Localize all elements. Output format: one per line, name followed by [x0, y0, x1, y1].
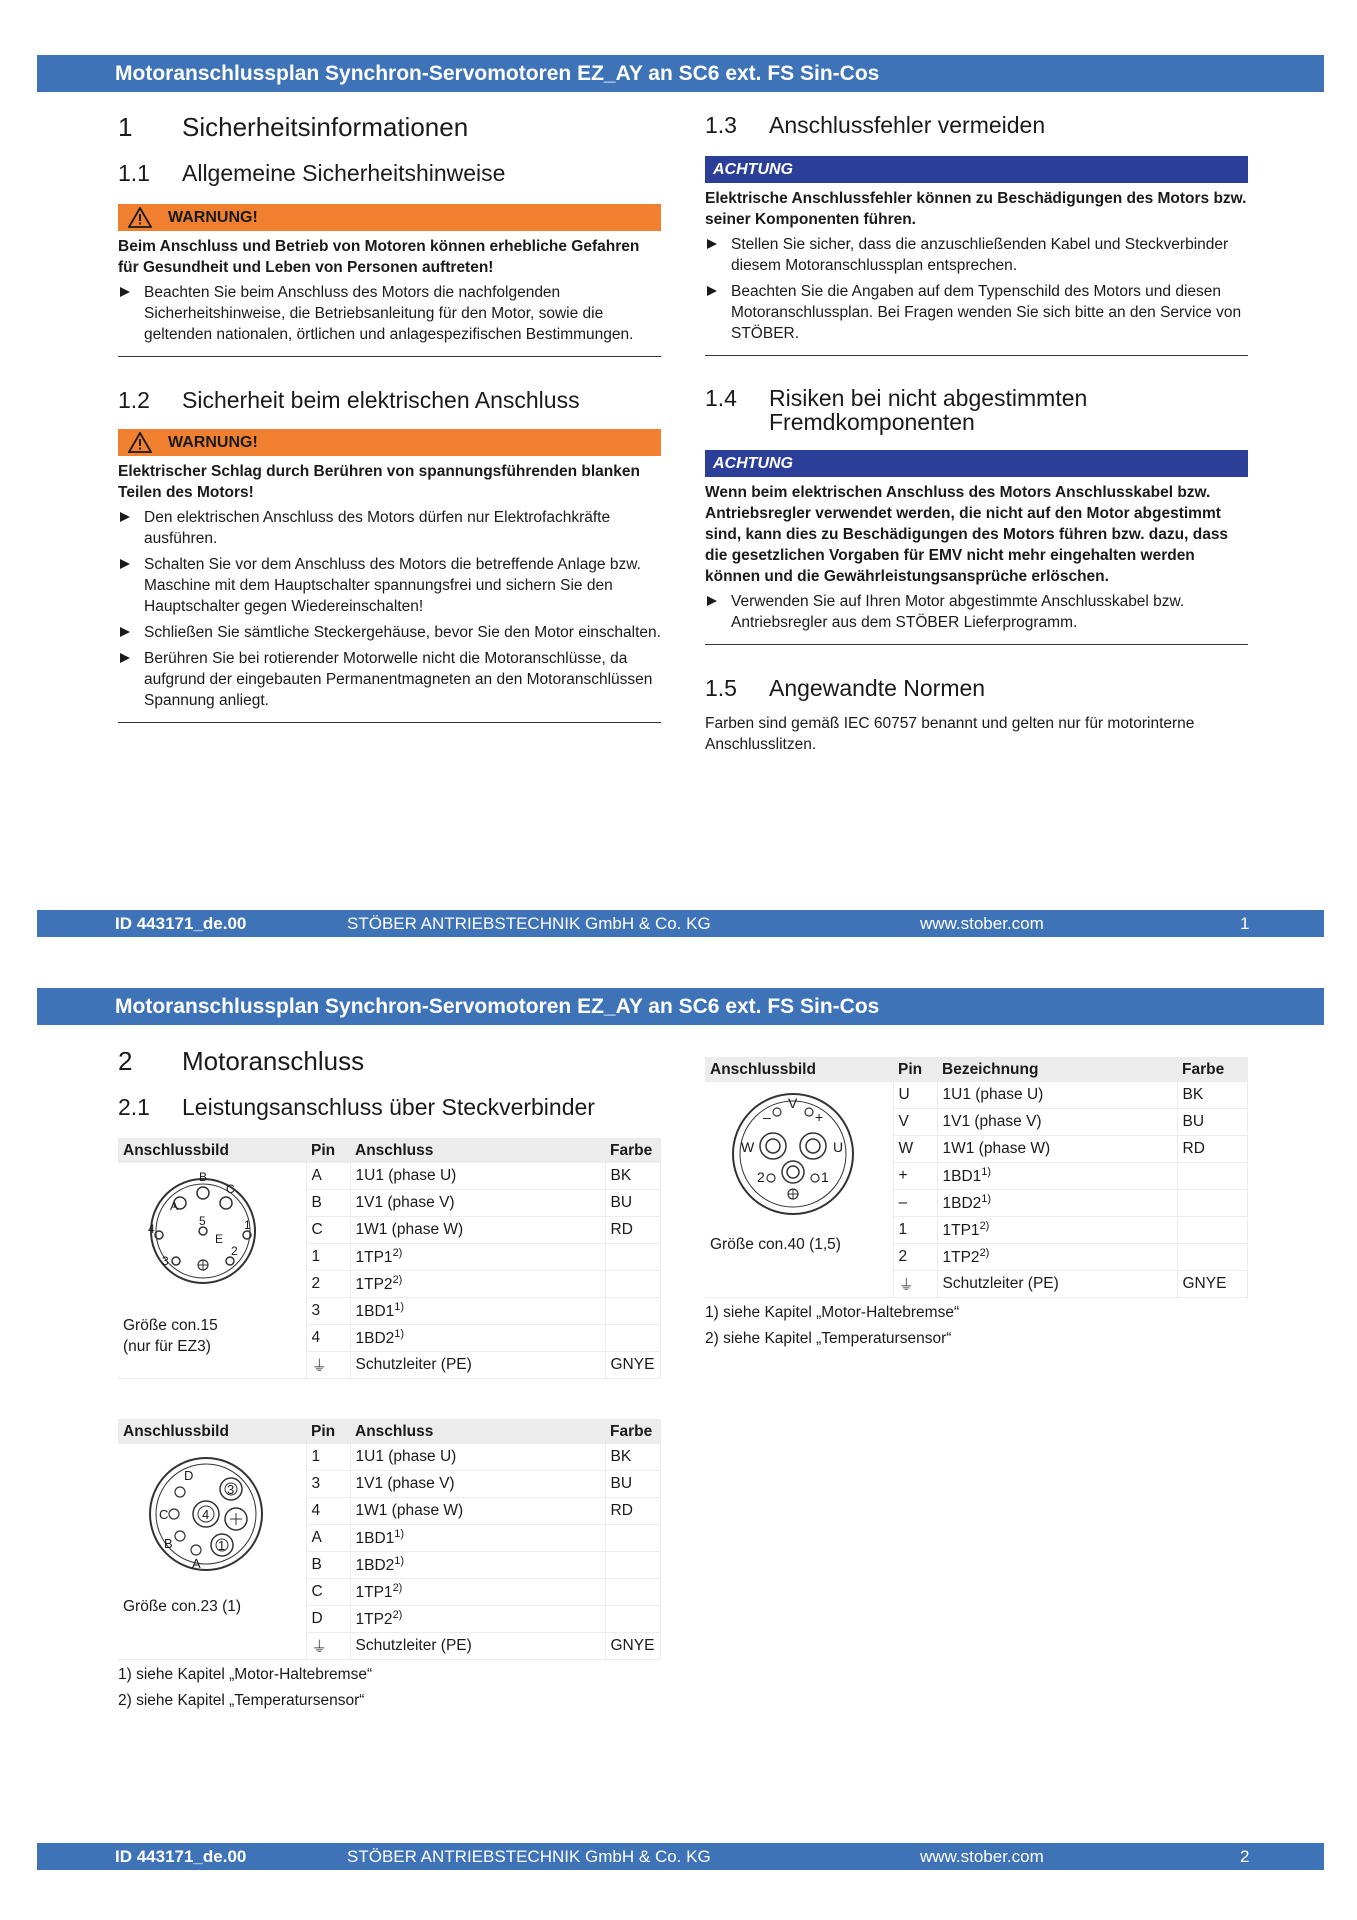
section-1-2-heading: [118, 387, 661, 413]
connection-name: 1W1 (phase W): [355, 1502, 464, 1519]
section-number: 1.4: [705, 385, 737, 411]
pin-label: 1: [244, 1218, 251, 1232]
pin-label: D: [184, 1468, 194, 1483]
color-cell: [605, 1298, 661, 1325]
connection-name: Schutzleiter (PE): [355, 1356, 472, 1373]
footnote-ref: 2): [392, 1608, 403, 1621]
table-header-row: [118, 1138, 661, 1163]
warning-banner: [118, 204, 661, 231]
page-number: 1: [1240, 914, 1250, 933]
norms-text: Farben sind gemäß IEC 60757 benannt und gelten nur für motorinterne Anschlusslitzen.: [705, 715, 1195, 753]
description-name: 1BD1: [942, 1168, 982, 1186]
document-id: ID 443171_de.00: [115, 914, 247, 933]
description-name: 1TP1: [942, 1222, 980, 1240]
connection-name: 1BD1: [355, 1530, 395, 1548]
pin-label: 2: [757, 1169, 765, 1185]
pin-label: B: [199, 1170, 208, 1184]
color-cell: RD: [1177, 1136, 1248, 1163]
pin-cell: U: [893, 1082, 937, 1109]
page1-footer: [37, 910, 1324, 937]
description-name: 1TP2: [942, 1249, 980, 1267]
connector-picture-cell: [118, 1163, 306, 1379]
warning-block-1-1: [118, 236, 661, 357]
connection-cell: [350, 1352, 605, 1379]
connector-size-label: Größe con.23 (1): [123, 1598, 242, 1615]
pin-cell: 4: [306, 1498, 350, 1525]
section-1-heading: [118, 112, 661, 142]
color-cell: [1177, 1217, 1248, 1244]
color-cell: BU: [605, 1471, 661, 1498]
connection-cell: [350, 1217, 605, 1244]
page1-header: [37, 55, 1324, 92]
list-item: Beachten Sie die Angaben auf dem Typenschild des Motors und diesen Motoranschlussplan. Bei Fragen wenden Sie sich bitte an den Service von STÖBER.: [705, 281, 1248, 344]
ground-symbol-icon: ⏚: [306, 1633, 350, 1660]
section-2-1-heading: [118, 1094, 678, 1120]
achtung-bold-text: Elektrische Anschlussfehler können zu Beschädigungen des Motors bzw. seiner Komponenten führen.: [705, 190, 1247, 228]
footnotes: [705, 1300, 1248, 1352]
header-title: Motoranschlussplan Synchron-Servomotoren EZ_AY an SC6 ext. FS Sin-Cos: [115, 62, 880, 85]
page1-right-column: [705, 112, 1248, 755]
connection-name: 1V1 (phase V): [355, 1475, 455, 1492]
color-cell: RD: [605, 1498, 661, 1525]
section-1-4-heading: [705, 386, 1248, 434]
list-item: Den elektrischen Anschluss des Motors dürfen nur Elektrofachkräfte ausführen.: [118, 507, 661, 549]
company-name: STÖBER ANTRIEBSTECHNIK GmbH & Co. KG: [347, 914, 711, 933]
connection-name: 1U1 (phase U): [355, 1448, 457, 1465]
warning-triangle-icon: [128, 432, 152, 453]
list-item: Verwenden Sie auf Ihren Motor abgestimmte Anschlusskabel bzw. Antriebsregler aus dem STÖBER Lieferprogramm.: [705, 591, 1248, 633]
ground-symbol-icon: ⏚: [306, 1352, 350, 1379]
pin-table-con15: [118, 1138, 661, 1379]
footnote-ref: 1): [394, 1327, 405, 1340]
col-header-connection: Anschluss: [350, 1138, 605, 1163]
pin-cell: A: [306, 1163, 350, 1190]
pin-cell: B: [306, 1190, 350, 1217]
bullet-list: [118, 507, 661, 711]
page2-left-column: [118, 1046, 678, 1714]
connection-name: 1BD2: [355, 1557, 395, 1575]
color-cell: [605, 1525, 661, 1552]
pin-table-con23: [118, 1419, 661, 1660]
pin-cell: 1: [893, 1217, 937, 1244]
section-title: Leistungsanschluss über Steckverbinder: [182, 1094, 595, 1120]
achtung-banner: ACHTUNG: [705, 450, 1248, 477]
connection-name: 1TP2: [355, 1611, 393, 1629]
table-row: [705, 1082, 1248, 1109]
pin-cell: D: [306, 1606, 350, 1633]
pin-label: U: [833, 1139, 844, 1155]
connection-cell: [350, 1325, 605, 1352]
footnote-ref: 2): [392, 1246, 403, 1259]
color-cell: [605, 1579, 661, 1606]
list-item: Beachten Sie beim Anschluss des Motors die nachfolgenden Sicherheitshinweise, die Betriebsanleitung für den Motor, sowie die geltenden nationalen, örtlichen und anlagespezifischen Bestimmungen.: [118, 282, 661, 345]
pin-cell: W: [893, 1136, 937, 1163]
color-cell: [1177, 1244, 1248, 1271]
connector-con40-diagram: [705, 1082, 883, 1232]
connection-cell: [350, 1444, 605, 1471]
table-row: [118, 1163, 661, 1190]
table-header-row: [705, 1057, 1248, 1082]
section-title: Sicherheitsinformationen: [182, 112, 469, 142]
section-1-5-heading: [705, 675, 1248, 701]
connection-cell: [350, 1244, 605, 1271]
page1-left-column: [118, 112, 661, 723]
pin-cell: +: [893, 1163, 937, 1190]
connection-name: 1TP2: [355, 1276, 393, 1294]
footnote-ref: 2): [979, 1219, 990, 1232]
pin-cell: 3: [306, 1298, 350, 1325]
footnote-ref: 1): [394, 1300, 405, 1313]
pin-cell: –: [893, 1190, 937, 1217]
pin-table-con40: [705, 1057, 1248, 1298]
color-cell: BK: [605, 1444, 661, 1471]
footnote-ref: 1): [394, 1527, 405, 1540]
section-number: 1.3: [705, 112, 737, 138]
connection-cell: [350, 1525, 605, 1552]
page2-footer: [37, 1843, 1324, 1870]
pin-label: 5: [199, 1214, 206, 1228]
header-title: Motoranschlussplan Synchron-Servomotoren EZ_AY an SC6 ext. FS Sin-Cos: [115, 995, 880, 1018]
connection-name: 1U1 (phase U): [355, 1167, 457, 1184]
pin-label: V: [788, 1095, 798, 1111]
description-cell: [937, 1136, 1177, 1163]
col-header-color: Farbe: [605, 1138, 661, 1163]
section-number: 2.1: [118, 1094, 150, 1120]
color-cell: BU: [605, 1190, 661, 1217]
pin-cell: 4: [306, 1325, 350, 1352]
connector-note: (nur für EZ3): [123, 1338, 211, 1355]
connection-name: 1BD2: [355, 1330, 395, 1348]
connection-cell: [350, 1271, 605, 1298]
description-cell: [937, 1190, 1177, 1217]
pin-label: 4: [148, 1222, 155, 1236]
section-title: Anschlussfehler vermeiden: [769, 112, 1046, 138]
section-number: 1: [118, 112, 133, 142]
description-cell: [937, 1217, 1177, 1244]
page2-header: [37, 988, 1324, 1025]
description-name: 1V1 (phase V): [942, 1113, 1042, 1130]
description-cell: [937, 1163, 1177, 1190]
description-name: 1BD2: [942, 1195, 982, 1213]
section-title: Angewandte Normen: [769, 675, 986, 701]
col-header-pin: Pin: [893, 1057, 937, 1082]
list-item: Stellen Sie sicher, dass die anzuschließenden Kabel und Steckverbinder diesem Motoranschlussplan entsprechen.: [705, 234, 1248, 276]
connection-name: 1TP1: [355, 1584, 393, 1602]
table-row: [118, 1444, 661, 1471]
achtung-bold-text: Wenn beim elektrischen Anschluss des Motors Anschlusskabel bzw. Antriebsregler verwendet werden, die nicht auf den Motor abgestimmt sind, kann dies zu Beschädigungen des Motors führen bzw. dazu, dass die gesetzlichen Vorgaben für EMV nicht mehr eingehalten werden können und die Gewährleistungsansprüche erlöschen.: [705, 484, 1229, 585]
pin-cell: 1: [306, 1444, 350, 1471]
section-title: Sicherheit beim elektrischen Anschluss: [182, 387, 580, 413]
col-header-description: Bezeichnung: [937, 1057, 1177, 1082]
col-header-connection: Anschluss: [350, 1419, 605, 1444]
pin-label: A: [192, 1556, 201, 1571]
footnote-2: 2) siehe Kapitel „Temperatursensor“: [118, 1692, 365, 1709]
list-item: Berühren Sie bei rotierender Motorwelle nicht die Motoranschlüsse, da aufgrund der eingebauten Permanentmagneten an den Motoranschlüssen Spannung anliegt.: [118, 648, 661, 711]
col-header-picture: Anschlussbild: [118, 1138, 306, 1163]
connection-name: Schutzleiter (PE): [355, 1637, 472, 1654]
col-header-picture: Anschlussbild: [705, 1057, 893, 1082]
warning-label: WARNUNG!: [168, 434, 258, 451]
table-header-row: [118, 1419, 661, 1444]
pin-cell: 2: [893, 1244, 937, 1271]
color-cell: RD: [605, 1217, 661, 1244]
footnote-ref: 2): [392, 1273, 403, 1286]
bullet-list: [705, 234, 1248, 344]
connection-name: 1V1 (phase V): [355, 1194, 455, 1211]
document-id: ID 443171_de.00: [115, 1847, 247, 1866]
section-number: 1.2: [118, 387, 150, 413]
achtung-block-1-3: [705, 188, 1248, 356]
footnotes: [118, 1662, 678, 1714]
warning-block-1-2: [118, 461, 661, 723]
footnote-2: 2) siehe Kapitel „Temperatursensor“: [705, 1330, 952, 1347]
pin-label: C: [226, 1182, 235, 1196]
color-cell: GNYE: [605, 1352, 661, 1379]
pin-label: W: [741, 1139, 755, 1155]
section-2-heading: [118, 1046, 678, 1076]
page2-right-column: [705, 1057, 1248, 1352]
color-cell: [605, 1606, 661, 1633]
description-name: Schutzleiter (PE): [942, 1275, 1059, 1292]
footnote-1: 1) siehe Kapitel „Motor-Haltebremse“: [118, 1666, 373, 1683]
col-header-color: Farbe: [1177, 1057, 1248, 1082]
pin-label: B: [164, 1536, 173, 1551]
pin-cell: 3: [306, 1471, 350, 1498]
section-number: 1.1: [118, 160, 150, 186]
warning-banner: [118, 429, 661, 456]
section-title: Motoranschluss: [182, 1046, 365, 1076]
warning-bold-text: Beim Anschluss und Betrieb von Motoren können erhebliche Gefahren für Gesundheit und Leben von Personen auftreten!: [118, 238, 640, 276]
col-header-color: Farbe: [605, 1419, 661, 1444]
color-cell: GNYE: [1177, 1271, 1248, 1298]
connection-cell: [350, 1163, 605, 1190]
warning-bold-text: Elektrischer Schlag durch Berühren von spannungsführenden blanken Teilen des Motors!: [118, 463, 640, 501]
pin-label: +: [815, 1109, 824, 1125]
pin-cell: B: [306, 1552, 350, 1579]
color-cell: BK: [1177, 1082, 1248, 1109]
col-header-pin: Pin: [306, 1419, 350, 1444]
pin-label: 4: [202, 1507, 210, 1522]
color-cell: [605, 1244, 661, 1271]
pin-label: –: [763, 1109, 771, 1125]
pin-label: E: [215, 1232, 224, 1246]
pin-label: C: [159, 1507, 169, 1522]
footnote-ref: 1): [981, 1165, 992, 1178]
connection-cell: [350, 1579, 605, 1606]
connector-size-label: Größe con.15: [123, 1317, 218, 1334]
connection-cell: [350, 1298, 605, 1325]
pin-cell: 1: [306, 1244, 350, 1271]
website-link[interactable]: www.stober.com: [920, 914, 1044, 933]
col-header-picture: Anschlussbild: [118, 1419, 306, 1444]
connector-con23-diagram: [118, 1444, 296, 1594]
color-cell: BK: [605, 1163, 661, 1190]
pin-label: 1: [821, 1169, 829, 1185]
color-cell: [1177, 1163, 1248, 1190]
pin-label: 1: [218, 1538, 226, 1553]
connection-name: 1BD1: [355, 1303, 395, 1321]
connection-cell: [350, 1190, 605, 1217]
achtung-banner: ACHTUNG: [705, 156, 1248, 183]
connector-picture-cell: [118, 1444, 306, 1660]
section-title-line1: Risiken bei nicht abgestimmten: [769, 385, 1088, 411]
section-title-line2: Fremdkomponenten: [769, 409, 975, 435]
connection-cell: [350, 1552, 605, 1579]
footnote-1: 1) siehe Kapitel „Motor-Haltebremse“: [705, 1304, 960, 1321]
section-title: Allgemeine Sicherheitshinweise: [182, 160, 506, 186]
pin-label: 2: [231, 1244, 238, 1258]
connection-cell: [350, 1633, 605, 1660]
list-item: Schließen Sie sämtliche Steckergehäuse, bevor Sie den Motor einschalten.: [118, 622, 661, 643]
connector-con15-diagram: [118, 1163, 296, 1313]
connection-cell: [350, 1606, 605, 1633]
footnote-ref: 2): [979, 1246, 990, 1259]
color-cell: [605, 1271, 661, 1298]
page-number: 2: [1240, 1847, 1250, 1866]
description-cell: [937, 1109, 1177, 1136]
pin-label: A: [170, 1199, 179, 1213]
connection-name: 1W1 (phase W): [355, 1221, 464, 1238]
color-cell: BU: [1177, 1109, 1248, 1136]
pin-label: 3: [162, 1254, 169, 1268]
connection-name: 1TP1: [355, 1249, 393, 1267]
connector-size-label: Größe con.40 (1,5): [710, 1236, 841, 1253]
website-link[interactable]: www.stober.com: [920, 1847, 1044, 1866]
ground-symbol-icon: ⏚: [893, 1271, 937, 1298]
section-1-1-heading: [118, 160, 661, 186]
col-header-pin: Pin: [306, 1138, 350, 1163]
footnote-ref: 1): [394, 1554, 405, 1567]
warning-label: WARNUNG!: [168, 209, 258, 226]
pin-cell: 2: [306, 1271, 350, 1298]
pin-cell: C: [306, 1217, 350, 1244]
color-cell: [605, 1552, 661, 1579]
section-number: 2: [118, 1046, 133, 1076]
footnote-ref: 1): [981, 1192, 992, 1205]
pin-cell: A: [306, 1525, 350, 1552]
company-name: STÖBER ANTRIEBSTECHNIK GmbH & Co. KG: [347, 1847, 711, 1866]
description-name: 1U1 (phase U): [942, 1086, 1044, 1103]
footnote-ref: 2): [392, 1581, 403, 1594]
color-cell: GNYE: [605, 1633, 661, 1660]
description-cell: [937, 1082, 1177, 1109]
bullet-list: [705, 591, 1248, 633]
connector-picture-cell: [705, 1082, 893, 1298]
color-cell: [605, 1325, 661, 1352]
pin-label: 3: [227, 1482, 235, 1497]
achtung-block-1-4: [705, 482, 1248, 645]
connection-cell: [350, 1471, 605, 1498]
section-1-3-heading: [705, 112, 1248, 138]
pin-cell: C: [306, 1579, 350, 1606]
section-number: 1.5: [705, 675, 737, 701]
warning-triangle-icon: [128, 207, 152, 228]
list-item: Schalten Sie vor dem Anschluss des Motors die betreffende Anlage bzw. Maschine mit dem Hauptschalter spannungsfrei und sichern Sie den Hauptschalter gegen Wiedereinschalten!: [118, 554, 661, 617]
pin-cell: V: [893, 1109, 937, 1136]
description-name: 1W1 (phase W): [942, 1140, 1051, 1157]
color-cell: [1177, 1190, 1248, 1217]
connection-cell: [350, 1498, 605, 1525]
description-cell: [937, 1244, 1177, 1271]
bullet-list: [118, 282, 661, 345]
description-cell: [937, 1271, 1177, 1298]
